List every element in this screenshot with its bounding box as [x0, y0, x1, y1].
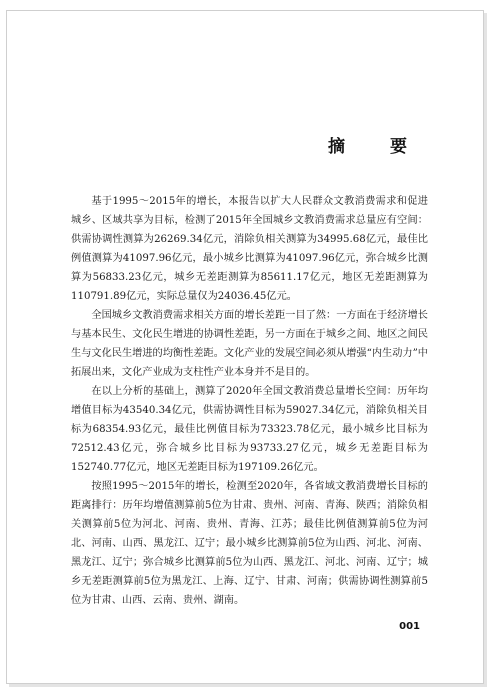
abstract-body [71, 192, 428, 610]
page-number: 001 [399, 621, 420, 632]
paragraph-4: 按照1995～2015年的增长，检测至2020年，各省域文教消费增长目标的距离排行：历年均增值测算前5位为甘肃、贵州、河南、青海、陕西；消除负相关测算前5位为河北、河南、贵州、青海、江苏；最佳比例值测算前5位为河北、河南、山西、黑龙江、辽宁；最小城乡比测算前5位为山西、河北、河南、黑龙江、辽宁；弥合城乡比测算前5位为山西、黑龙江、河北、河南、辽宁；城乡无差距测算前5位为黑龙江、上海、辽宁、甘肃、河南；供需协调性测算前5位为甘肃、山西、云南、贵州、湖南。 [71, 481, 428, 606]
paragraph-2: 全国城乡文教消费需求相关方面的增长差距一目了然：一方面在于经济增长与基本民生、文化民生增进的协调性差距，另一方面在于城乡之间、地区之间民生与文化民生增进的均衡性差距。文化产业的发展空间必须从增强“内生动力”中拓展出来，文化产业成为支柱性产业本身并不是目的。 [71, 310, 428, 378]
paragraph-1: 基于1995～2015年的增长，本报告以扩大人民群众文教消费需求和促进城乡、区域共享为目标，检测了2015年全国城乡文教消费需求总量应有空间：供需协调性测算为26269.34亿元，消除负相关测算为34995.68亿元，最佳比例值测算为41097.96亿元，最小城乡比测算为41097.96亿元，弥合城乡比测算为56833.23亿元，城乡无差距测算为85611.17亿元，地区无差距测算为110791.89亿元，实际总量仅为24036.45亿元。 [71, 196, 428, 302]
paragraph-3: 在以上分析的基础上，测算了2020年全国文教消费总量增长空间：历年均增值目标为43540.34亿元，供需协调性目标为59027.34亿元，消除负相关目标为68354.93亿元，最佳比例值目标为73323.78亿元，最小城乡比目标为72512.43亿元，弥合城乡比目标为93733.27亿元，城乡无差距目标为152740.77亿元，地区无差距目标为197109.26亿元。 [71, 386, 428, 473]
page-title: 摘 要 [328, 137, 421, 157]
